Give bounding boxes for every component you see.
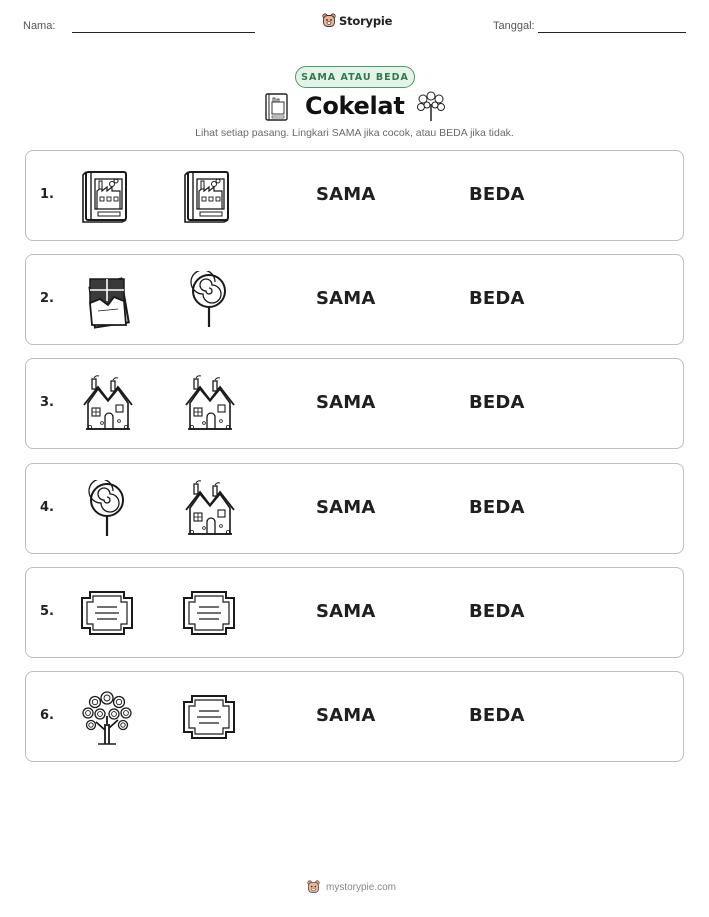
same-option[interactable]: SAMA: [316, 392, 376, 413]
question-row-1: [25, 150, 684, 241]
candy-tree-icon: [78, 688, 136, 746]
chocolate-bar-icon: [78, 271, 136, 329]
name-label: Nama:: [23, 20, 56, 32]
question-number: 5.: [40, 604, 54, 619]
same-option[interactable]: SAMA: [316, 601, 376, 622]
different-option[interactable]: BEDA: [469, 497, 525, 518]
candy-house-icon: [78, 375, 136, 433]
bear-logo-icon: [322, 13, 336, 28]
different-option[interactable]: BEDA: [469, 184, 525, 205]
different-option[interactable]: BEDA: [469, 392, 525, 413]
footer: [307, 880, 396, 894]
question-number: 6.: [40, 708, 54, 723]
candy-house-icon: [180, 480, 238, 538]
golden-ticket-icon: [180, 688, 238, 746]
factory-book-icon: [180, 167, 238, 225]
page-title: Cokelat: [305, 92, 405, 120]
lollipop-icon: [180, 271, 238, 329]
same-option[interactable]: SAMA: [316, 497, 376, 518]
brand-name: Storypie: [339, 13, 393, 28]
factory-book-icon: [78, 167, 136, 225]
different-option[interactable]: BEDA: [469, 601, 525, 622]
question-number: 2.: [40, 291, 54, 306]
golden-ticket-icon: [78, 584, 136, 642]
worksheet-type-badge: SAMA ATAU BEDA: [295, 66, 415, 88]
question-number: 1.: [40, 187, 54, 202]
same-option[interactable]: SAMA: [316, 705, 376, 726]
same-option[interactable]: SAMA: [316, 184, 376, 205]
same-option[interactable]: SAMA: [316, 288, 376, 309]
question-row-3: [25, 358, 684, 449]
candy-house-icon: [180, 375, 238, 433]
footer-url: mystorypie.com: [326, 881, 397, 893]
different-option[interactable]: BEDA: [469, 705, 525, 726]
factory-book-icon: [264, 92, 290, 122]
question-row-4: [25, 463, 684, 554]
name-line[interactable]: [72, 32, 255, 33]
question-row-2: [25, 254, 684, 345]
golden-ticket-icon: [180, 584, 238, 642]
different-option[interactable]: BEDA: [469, 288, 525, 309]
lollipop-icon: [78, 480, 136, 538]
date-line[interactable]: [538, 32, 686, 33]
question-row-6: [25, 671, 684, 762]
candy-tree-icon: [416, 90, 446, 122]
instructions: Lihat setiap pasang. Lingkari SAMA jika cocok, atau BEDA jika tidak.: [195, 127, 514, 139]
date-label: Tanggal:: [493, 20, 535, 32]
question-row-5: [25, 567, 684, 658]
bear-logo-icon: [307, 880, 320, 894]
brand-logo: [322, 13, 392, 28]
question-number: 3.: [40, 395, 54, 410]
question-number: 4.: [40, 500, 54, 515]
